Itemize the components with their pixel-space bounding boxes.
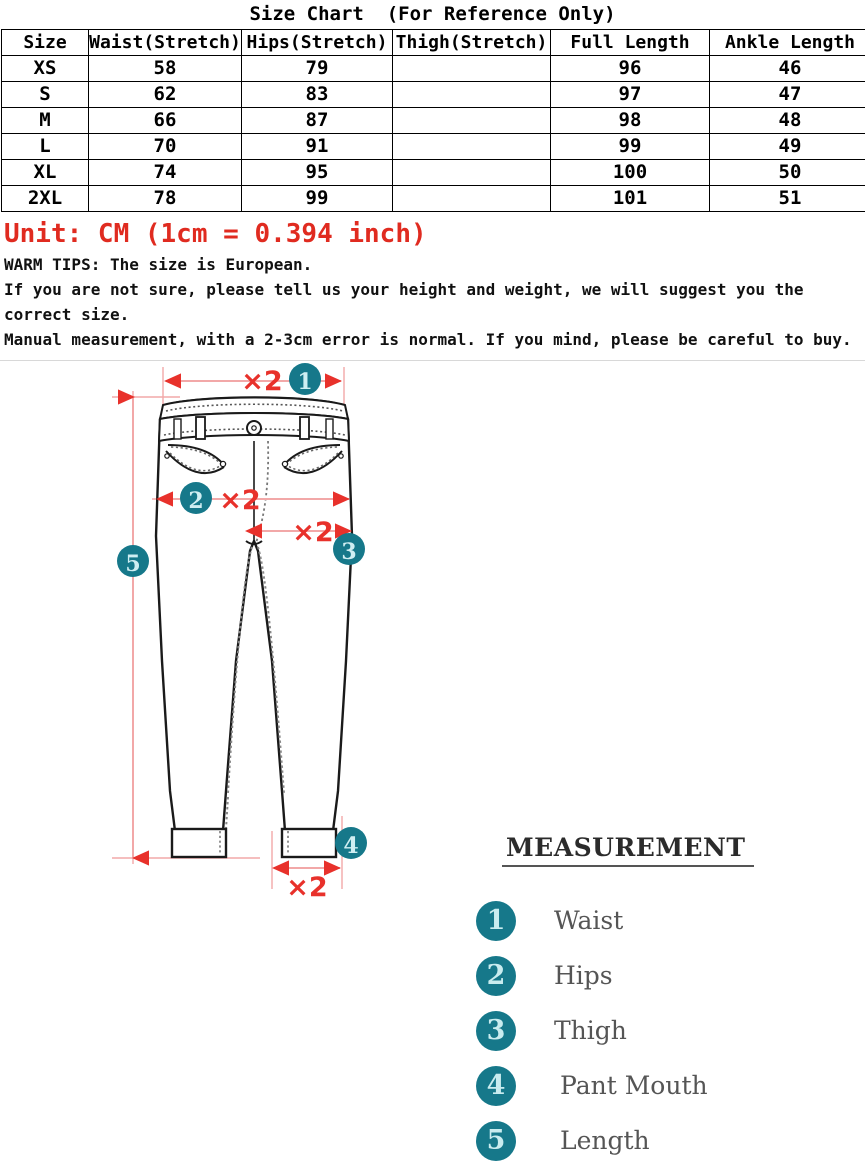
- legend-badge-5: 5: [476, 1121, 516, 1161]
- cell-hips: 95: [242, 160, 393, 186]
- table-row: [2, 82, 865, 108]
- cell-hips: 87: [242, 108, 393, 134]
- cell-waist: 70: [89, 134, 242, 160]
- legend-badge-2: 2: [476, 956, 516, 996]
- legend-badge-3: 3: [476, 1011, 516, 1051]
- legend-label-length: Length: [560, 1126, 650, 1155]
- table-header-row: [2, 30, 865, 56]
- table-row: [2, 56, 865, 82]
- cell-size: XS: [2, 56, 89, 82]
- waist-multiplier-label: ×2: [241, 366, 282, 397]
- warm-tips-line: WARM TIPS: The size is European.: [4, 252, 861, 277]
- size-advice-line: If you are not sure, please tell us your height and weight, we will suggest you the correct size.: [4, 277, 861, 327]
- badge-length-number: 5: [125, 551, 140, 577]
- legend-label-hips: Hips: [554, 961, 613, 990]
- column-header-full-length: Full Length: [551, 30, 710, 56]
- cell-ankle-length: 49: [710, 134, 865, 160]
- badge-waist: [289, 363, 321, 395]
- legend-label-thigh: Thigh: [554, 1016, 627, 1045]
- cell-full-length: 99: [551, 134, 710, 160]
- pants-illustration: [156, 398, 352, 858]
- cell-thigh: [393, 186, 551, 212]
- measurement-error-line: Manual measurement, with a 2-3cm error is normal. If you mind, please be careful to buy.: [4, 327, 861, 352]
- measurement-legend: [468, 833, 858, 1168]
- cell-ankle-length: 50: [710, 160, 865, 186]
- legend-title: MEASUREMENT: [502, 833, 754, 867]
- badge-thigh-number: 3: [341, 539, 356, 565]
- cell-full-length: 101: [551, 186, 710, 212]
- legend-item-thigh: [468, 1003, 858, 1058]
- cell-thigh: [393, 56, 551, 82]
- cell-ankle-length: 46: [710, 56, 865, 82]
- page-title: Size Chart (For Reference Only): [0, 0, 865, 29]
- cell-hips: 79: [242, 56, 393, 82]
- cell-full-length: 96: [551, 56, 710, 82]
- column-header-waist: Waist(Stretch): [89, 30, 242, 56]
- column-header-hips: Hips(Stretch): [242, 30, 393, 56]
- cell-waist: 74: [89, 160, 242, 186]
- legend-item-hips: [468, 948, 858, 1003]
- cell-thigh: [393, 82, 551, 108]
- cell-ankle-length: 48: [710, 108, 865, 134]
- cell-hips: 83: [242, 82, 393, 108]
- column-header-thigh: Thigh(Stretch): [393, 30, 551, 56]
- hips-multiplier-label: ×2: [219, 485, 260, 516]
- cell-waist: 78: [89, 186, 242, 212]
- badge-hips-number: 2: [188, 488, 203, 514]
- cell-waist: 58: [89, 56, 242, 82]
- table-row: [2, 160, 865, 186]
- badge-length: [117, 545, 149, 577]
- legend-item-pant-mouth: [468, 1058, 858, 1113]
- column-header-size: Size: [2, 30, 89, 56]
- cell-thigh: [393, 160, 551, 186]
- cell-size: L: [2, 134, 89, 160]
- measurement-diagram-area: [0, 361, 865, 906]
- cell-full-length: 97: [551, 82, 710, 108]
- cell-waist: 62: [89, 82, 242, 108]
- cell-ankle-length: 51: [710, 186, 865, 212]
- cell-thigh: [393, 134, 551, 160]
- notes-block: [0, 212, 865, 354]
- legend-item-waist: [468, 893, 858, 948]
- badge-waist-number: 1: [297, 369, 312, 395]
- legend-badge-4: 4: [476, 1066, 516, 1106]
- legend-label-waist: Waist: [554, 906, 623, 935]
- cell-full-length: 98: [551, 108, 710, 134]
- table-row: [2, 108, 865, 134]
- table-row: [2, 134, 865, 160]
- cell-hips: 99: [242, 186, 393, 212]
- cell-thigh: [393, 108, 551, 134]
- pant-mouth-multiplier-label: ×2: [286, 872, 327, 903]
- cell-ankle-length: 47: [710, 82, 865, 108]
- badge-thigh: [333, 533, 365, 565]
- thigh-multiplier-label: ×2: [292, 517, 333, 548]
- cell-size: M: [2, 108, 89, 134]
- badge-pant-mouth: [335, 827, 367, 859]
- cell-full-length: 100: [551, 160, 710, 186]
- pants-measurement-diagram: [0, 361, 865, 906]
- cell-size: XL: [2, 160, 89, 186]
- legend-list: [468, 893, 858, 1168]
- legend-label-pant-mouth: Pant Mouth: [560, 1071, 708, 1100]
- table-row: [2, 186, 865, 212]
- badge-hips: [180, 482, 212, 514]
- cell-waist: 66: [89, 108, 242, 134]
- cell-size: S: [2, 82, 89, 108]
- cell-size: 2XL: [2, 186, 89, 212]
- cell-hips: 91: [242, 134, 393, 160]
- badge-pant-mouth-number: 4: [343, 833, 358, 859]
- size-chart-table: [1, 29, 865, 212]
- column-header-ankle-length: Ankle Length: [710, 30, 865, 56]
- unit-note: Unit: CM (1cm = 0.394 inch): [4, 218, 861, 250]
- legend-badge-1: 1: [476, 901, 516, 941]
- legend-item-length: [468, 1113, 858, 1168]
